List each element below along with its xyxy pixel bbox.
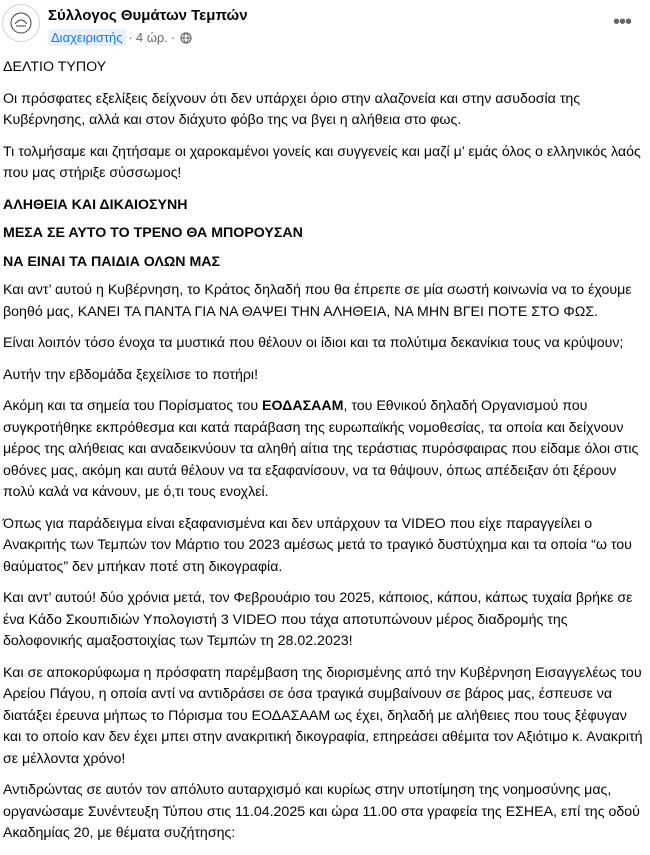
- post-paragraph: ΔΕΛΤΙΟ ΤΥΠΟΥ: [3, 59, 107, 75]
- post-paragraph: Τι τολμήσαμε και ζητήσαμε οι χαροκαμένοι γονείς και συγγενείς και μαζί μ’ εμάς όλος ο ελληνικός λαός που μας στήριξε σύσσωμος!: [3, 143, 641, 181]
- globe-icon: [180, 32, 192, 44]
- post-header: [0, 0, 650, 56]
- post-heading: ΝΑ ΕΙΝΑΙ ΤΑ ΠΑΙΔΙΑ ΟΛΩΝ ΜΑΣ: [3, 253, 221, 270]
- post-paragraph: Είναι λοιπόν τόσο ένοχα τα μυστικά που θέλουν οι ίδιοι και τα πολύτιμα δεκανίκια τους να κρύψουν;: [3, 335, 624, 351]
- post-options-button[interactable]: [608, 12, 636, 32]
- post-paragraph: [3, 396, 645, 504]
- post-paragraph: Αντιδρώντας σε αυτόν τον απόλυτο αυταρχισμό και κυρίως στην υποτίμηση της νοημοσύνης μας, οργανώσαμε Συνέντευξη Τύπου στις 11.04.2025 και ώρα 11.00 στα γραφεία της ΕΣΗΕΑ, επί της οδού Ακαδημίας 20, με θέματα συζήτησης:: [3, 782, 640, 841]
- post-timestamp[interactable]: 4 ώρ.: [135, 30, 168, 45]
- post-paragraph: Οι πρόσφατες εξελίξεις δείχνουν ότι δεν υπάρχει όριο στην αλαζονεία και στην ασυδοσία της Κυβέρνησης, αλλά και στον διάχυτο φόβο της να βγει η αλήθεια στο φως.: [3, 90, 581, 128]
- admin-role-badge[interactable]: Διαχειριστής: [48, 29, 126, 46]
- paragraph-text: Ακόμη και τα σημεία του Πορίσματος του: [3, 398, 263, 414]
- post-paragraph: Και αντ’ αυτού η Κυβέρνηση, το Κράτος δηλαδή που θα έπρεπε σε μία σωστή κοινωνία να το έχουμε βοηθό μας, ΚΑΝΕΙ ΤΑ ΠΑΝΤΑ ΓΙΑ ΝΑ ΘΑΨΕΙ ΤΗΝ ΑΛΗΘΕΙΑ, ΝΑ ΜΗΝ ΒΓΕΙ ΠΟΤΕ ΣΤΟ ΦΩΣ.: [3, 282, 632, 320]
- post-paragraph: Και σε αποκορύφωμα η πρόσφατη παρέμβαση της διορισμένης από την Κυβέρνηση Εισαγγελέως του Αρείου Πάγου, η οποία αντί να αντιδράσει σε όσα τραγικά συμβαίνουν σε βάρος μας, έσπευσε να διατάξει έρευνα μήπως το Πόρισμα του ΕΟΔΑΣΑΑΜ ως έχει, δηλαδή με αλήθειες που τους ξέφυγαν και το οποίο καν δεν έχει μπει στην ανακριτική δικογραφία, επηρεάσει αθέμιτα τον Αξιότιμο κ. Ανακριτή σε μέλλοντα χρόνο!: [3, 664, 643, 767]
- post-body: [0, 57, 645, 855]
- post-heading: ΜΕΣΑ ΣΕ ΑΥΤΟ ΤΟ ΤΡΕΝΟ ΘΑ ΜΠΟΡΟΥΣΑΝ: [3, 225, 303, 241]
- page-name-link[interactable]: Σύλλογος Θυμάτων Τεμπών: [48, 7, 248, 24]
- post-paragraph: Όπως για παράδειγμα είναι εξαφανισμένα και δεν υπάρχουν τα VIDEO που είχε παραγγείλει ο Ανακριτής των Τεμπών τον Μάρτιο του 2023 αμέσως μετά το τραγικό δυστύχημα και τα οποία “ω του θαύματος” δεν μπήκαν ποτέ στη δικογραφία.: [3, 515, 632, 575]
- meta-separator: ·: [170, 30, 176, 45]
- post-paragraph: Και αντ’ αυτού! δύο χρόνια μετά, τον Φεβρουάριο του 2025, κάποιος, κάπου, κάπως τυχαία βρήκε σε ένα Κάδο Σκουπιδιών Υπολογιστή 3 VIDEO που τάχα αποτυπώνουν μέρος διαδρομής της δολοφονικής αμαξοστοιχίας των Τεμπών τη 28.02.2023!: [3, 590, 633, 649]
- page-avatar[interactable]: [2, 4, 40, 42]
- more-icon: •••: [612, 11, 631, 33]
- post-meta: [48, 29, 192, 46]
- paragraph-bold-text: ΕΟΔΑΣΑΑΜ: [262, 398, 344, 414]
- post-paragraph: Αυτήν την εβδομάδα ξεχείλισε το ποτήρι!: [3, 366, 259, 383]
- post-heading: ΑΛΗΘΕΙΑ ΚΑΙ ΔΙΚΑΙΟΣΥΝΗ: [3, 196, 188, 213]
- paragraph-text: , του Εθνικού δηλαδή Οργανισμού που συγκροτήθηκε εκπρόθεσμα και κατά παράβαση της ευρωπαϊκής νομοθεσίας, τα οποία και δείχνουν μέρος της αλήθειας και αναδεικνύουν τα αληθή αίτια της τεράστιας πυρόσφαιρας που είδαμε όλοι στις οθόνες μας, ακόμη και αυτά θέλουν να τα εξαφανίσουν, να τα θάψουν, όπως απέδειξαν ότι ξέρουν πολύ καλά να κάνουν, με ό,τι τους ενοχλεί.: [3, 398, 639, 500]
- memorial-logo-icon: [9, 11, 33, 35]
- meta-separator: ·: [128, 30, 133, 45]
